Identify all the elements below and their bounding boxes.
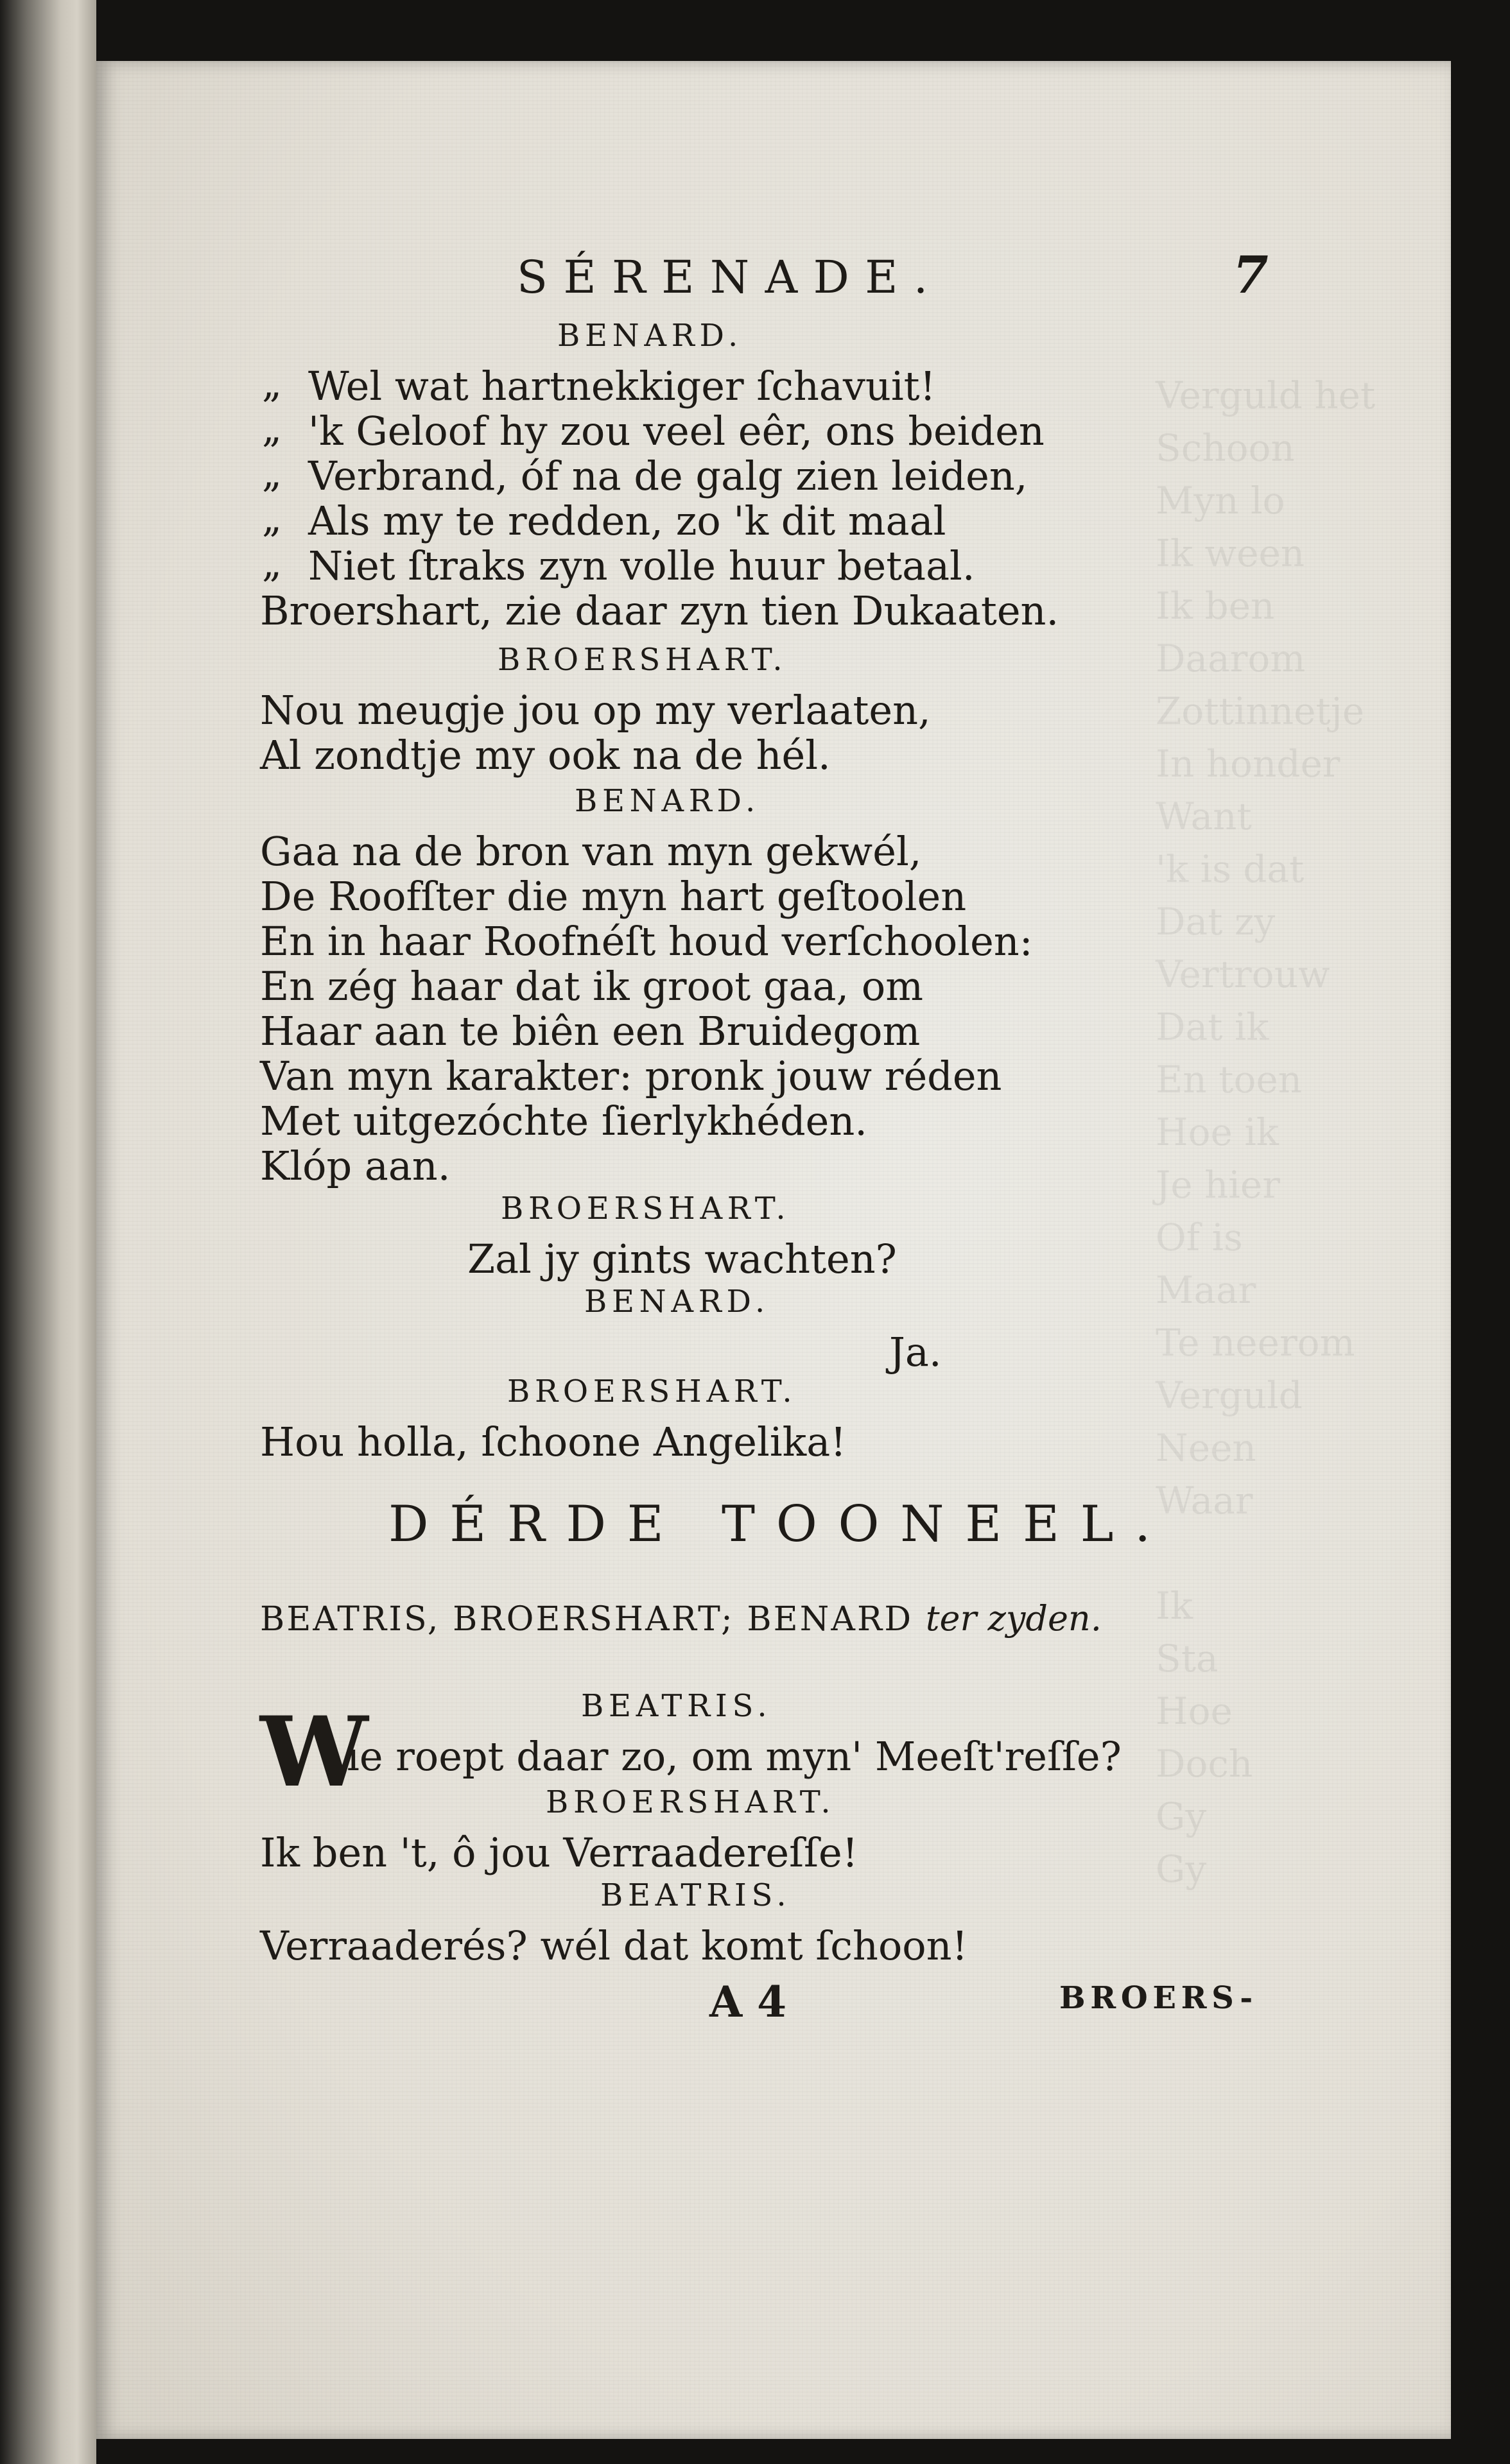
- page-number: 7: [1233, 245, 1269, 305]
- drop-capital: W: [260, 1696, 369, 1809]
- verse-line: De Roofſter die myn hart geſtoolen: [260, 873, 967, 920]
- verse-line: Hou holla, ſchoone Angelika!: [260, 1418, 847, 1465]
- quote-mark: „: [262, 541, 282, 586]
- verse-line: Wel wat hartnekkiger ſchavuit!: [308, 363, 936, 409]
- quote-mark: „: [262, 496, 282, 541]
- scene-cast: [260, 1598, 1102, 1639]
- verse-line: ie roept daar zo, om myn' Meeſt'reſſe?: [347, 1733, 1122, 1780]
- quote-mark: „: [262, 361, 282, 406]
- speaker-name: BEATRIS.: [600, 1877, 792, 1913]
- quote-mark: „: [262, 451, 282, 496]
- verse-line: Met uitgezóchte ſierlykhéden.: [260, 1098, 867, 1144]
- speaker-name: BENARD.: [584, 1284, 770, 1320]
- cast-names: BEATRIS, BROERSHART; BENARD: [260, 1600, 914, 1639]
- verse-line: Zal jy gints wachten?: [467, 1236, 897, 1282]
- verse-line: Haar aan te biên een Bruidegom: [260, 1008, 921, 1055]
- scene-title: DÉRDE TOONEEL.: [388, 1495, 1172, 1553]
- verse-line: Klóp aan.: [260, 1142, 451, 1189]
- speaker-name: BROERSHART.: [507, 1374, 797, 1409]
- speaker-name: BENARD.: [557, 318, 743, 354]
- verse-line: Verbrand, óf na de galg zien leiden,: [308, 452, 1028, 499]
- speaker-name: BROERSHART.: [498, 642, 788, 678]
- verse-line: Ik ben 't, ô jou Verraadereſſe!: [260, 1829, 858, 1876]
- speaker-name: BROERSHART.: [501, 1191, 791, 1227]
- book-page: [96, 61, 1451, 2439]
- quote-mark: „: [262, 406, 282, 451]
- verse-line: Verraaderés? wél dat komt ſchoon!: [260, 1922, 968, 1969]
- signature-mark: A 4: [709, 1977, 787, 2027]
- verse-line: Van myn karakter: pronk jouw réden: [260, 1053, 1002, 1099]
- verse-line: En zég haar dat ik groot gaa, om: [260, 963, 923, 1010]
- verse-line: Nou meugje jou op my verlaaten,: [260, 687, 931, 734]
- catchword: BROERS-: [1059, 1980, 1258, 2016]
- speaker-name: BEATRIS.: [581, 1688, 772, 1724]
- left-page-edge: [0, 0, 96, 2464]
- verse-line: Broershart, zie daar zyn tien Dukaaten.: [260, 587, 1059, 634]
- verse-line: Gaa na de bron van myn gekwél,: [260, 828, 922, 875]
- show-through-text: Verguld het Schoon Myn lo Ik ween Ik ben Daarom Zottinnetje In honder Want 'k is dat Dat zy Vertrouw Dat ik En toen Hoe ik Je hier Of is Maar Te neerom Verguld Neen Waar Ik Sta Hoe Doch Gy Gy: [1156, 374, 1376, 1891]
- verse-line: Al zondtje my ook na de hél.: [260, 732, 831, 779]
- verse-line: 'k Geloof hy zou veel eêr, ons beiden: [308, 408, 1045, 454]
- cast-stage-direction: ter zyden.: [925, 1598, 1102, 1639]
- verse-line: En in haar Roofnéſt houd verſchoolen:: [260, 918, 1033, 965]
- speaker-name: BROERSHART.: [546, 1784, 836, 1820]
- verse-line: Niet ſtraks zyn volle huur betaal.: [308, 542, 975, 589]
- verse-line: Als my te redden, zo 'k dit maal: [308, 497, 946, 544]
- speaker-name: BENARD.: [575, 783, 760, 819]
- verse-line: Ja.: [889, 1329, 942, 1375]
- running-title: SÉRENADE.: [517, 251, 944, 304]
